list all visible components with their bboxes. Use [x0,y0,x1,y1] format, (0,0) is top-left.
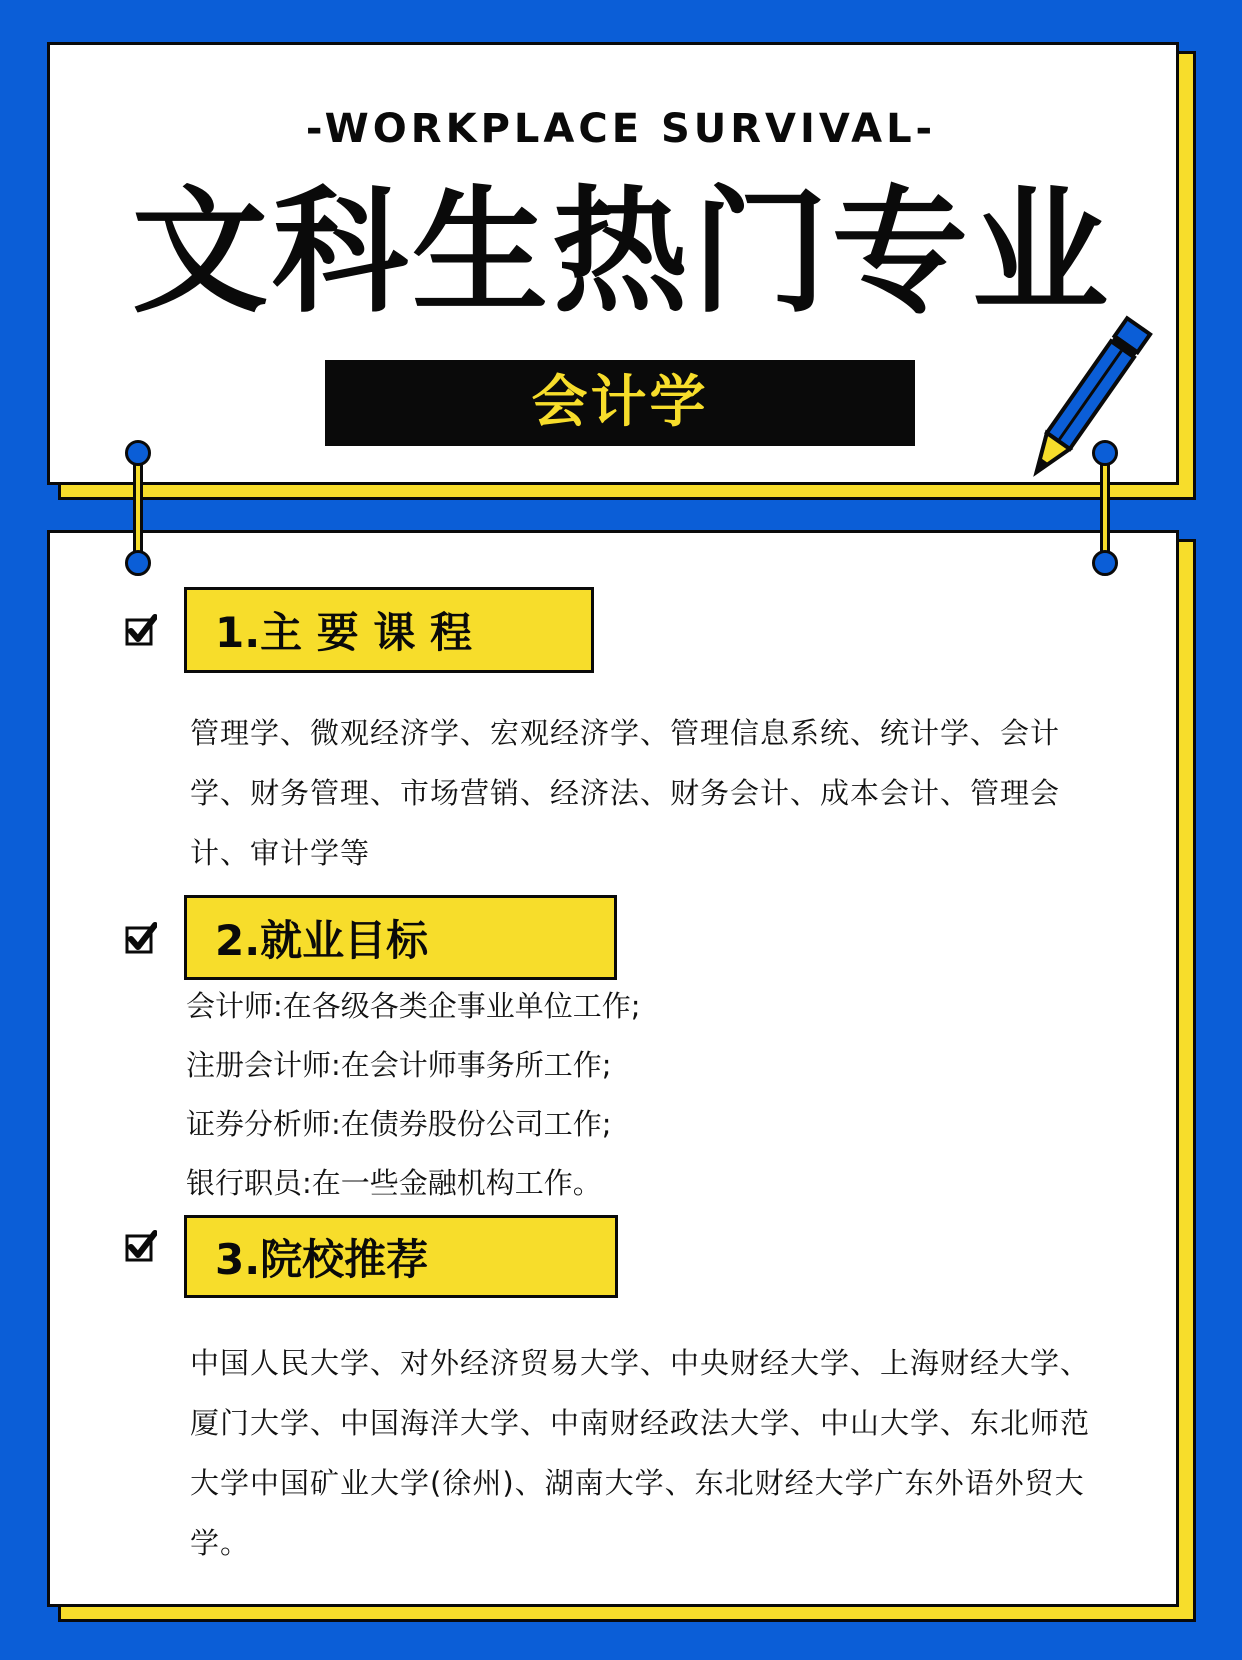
ring-link-left [133,455,143,565]
ring-link-right [1100,455,1110,565]
subtitle: -WORKPLACE SURVIVAL- [305,106,937,152]
section-heading-careers: 2.就业目标 [184,895,617,980]
careers-list [186,977,986,1213]
ring-icon [125,550,151,576]
ring-icon [125,440,151,466]
ring-icon [1092,440,1118,466]
career-item: 会计师:在各级各类企事业单位工作; [186,989,641,1023]
schools-text: 中国人民大学、对外经济贸易大学、中央财经大学、上海财经大学、厦门大学、中国海洋大学、中南财经政法大学、中山大学、东北师范大学中国矿业大学(徐州)、湖南大学、东北财经大学广东外语外贸大学。 [190,1346,1091,1560]
ring-icon [1092,550,1118,576]
check-icon [125,1230,157,1262]
courses-text: 管理学、微观经济学、宏观经济学、管理信息系统、统计学、会计学、财务管理、市场营销、经济法、财务会计、成本会计、管理会计、审计学等 [190,716,1061,870]
section-heading-courses: 1.主 要 课 程 [184,587,594,673]
page-title: 文科生热门专业 [132,174,1112,332]
check-icon [125,922,157,954]
career-item: 证券分析师:在债券股份公司工作; [186,1107,612,1141]
major-banner: 会计学 [325,360,915,446]
section-heading-schools: 3.院校推荐 [184,1215,618,1298]
career-item: 注册会计师:在会计师事务所工作; [186,1048,612,1082]
check-icon [125,614,157,646]
pencil-icon [1012,300,1162,500]
career-item: 银行职员:在一些金融机构工作。 [186,1166,602,1200]
